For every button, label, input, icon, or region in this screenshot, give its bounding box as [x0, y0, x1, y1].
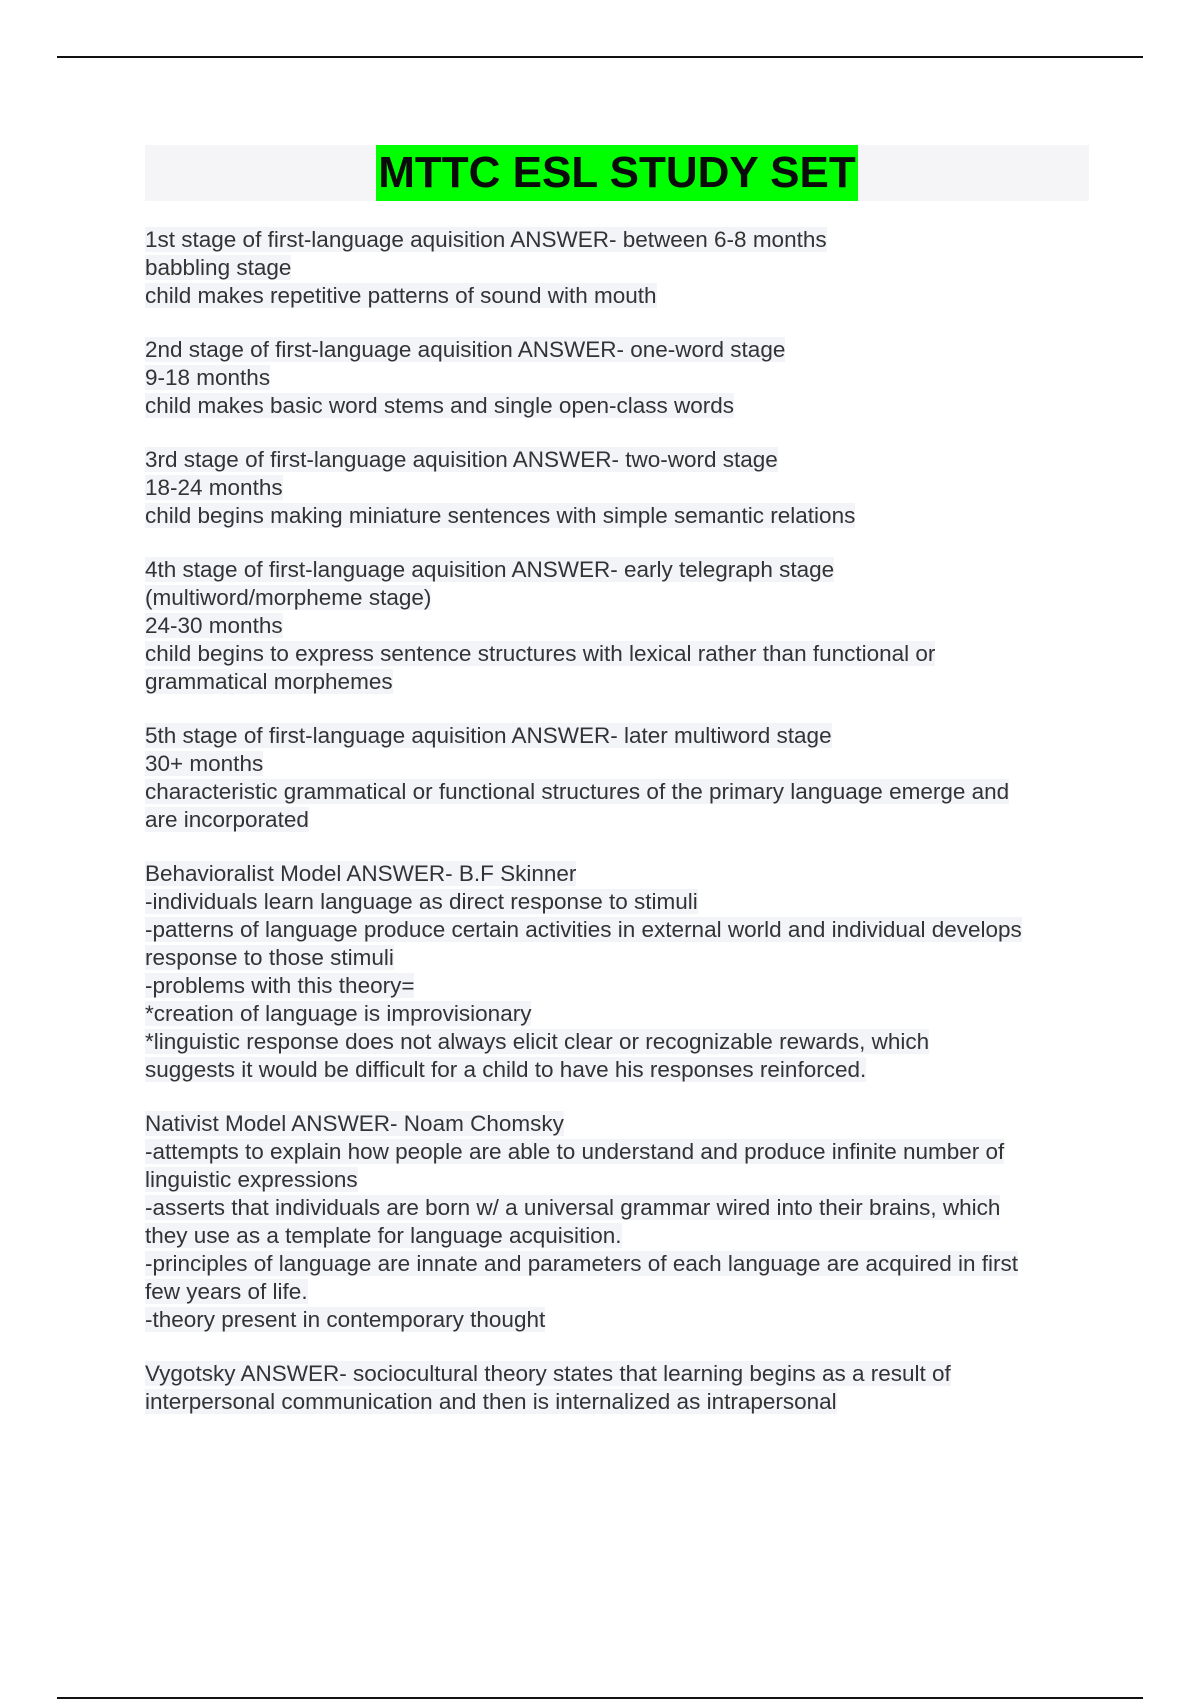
title-band [145, 145, 1089, 201]
entry-line: -patterns of language produce certain activities in external world and individual develops [145, 917, 1022, 942]
entry-line: -attempts to explain how people are able to understand and produce infinite number of [145, 1139, 1005, 1164]
entry-line: 4th stage of first-language aquisition ANSWER- early telegraph stage [145, 557, 835, 582]
entry-line: -theory present in contemporary thought [145, 1307, 546, 1332]
entry-line: -principles of language are innate and parameters of each language are acquired in first [145, 1251, 1019, 1276]
entry-line: suggests it would be difficult for a child to have his responses reinforced. [145, 1057, 867, 1082]
entry-line: Nativist Model ANSWER- Noam Chomsky [145, 1111, 564, 1136]
top-rule [57, 56, 1143, 58]
entry-line: 9-18 months [145, 365, 271, 390]
entry-line: babbling stage [145, 255, 292, 280]
entry-line: Behavioralist Model ANSWER- B.F Skinner [145, 861, 577, 886]
entry-line: *linguistic response does not always elicit clear or recognizable rewards, which [145, 1029, 930, 1054]
entry-line: -problems with this theory= [145, 973, 415, 998]
entry-line: they use as a template for language acquisition. [145, 1223, 622, 1248]
entry-line: 2nd stage of first-language aquisition ANSWER- one-word stage [145, 337, 786, 362]
entry-line: response to those stimuli [145, 945, 394, 970]
entry-stage-2 [145, 336, 1095, 420]
entry-line: 30+ months [145, 751, 264, 776]
entry-line: grammatical morphemes [145, 669, 393, 694]
entry-line: -individuals learn language as direct response to stimuli [145, 889, 698, 914]
entry-line: 3rd stage of first-language aquisition ANSWER- two-word stage [145, 447, 778, 472]
entry-line: characteristic grammatical or functional structures of the primary language emerge and [145, 779, 1010, 804]
entry-line: 24-30 months [145, 613, 283, 638]
study-set-content [145, 226, 1095, 1442]
entry-line: linguistic expressions [145, 1167, 358, 1192]
entry-line: 1st stage of first-language aquisition ANSWER- between 6-8 months [145, 227, 827, 252]
entry-line: (multiword/morpheme stage) [145, 585, 432, 610]
bottom-rule [57, 1697, 1143, 1699]
entry-line: are incorporated [145, 807, 309, 832]
entry-line: -asserts that individuals are born w/ a universal grammar wired into their brains, which [145, 1195, 1001, 1220]
entry-line: interpersonal communication and then is internalized as intrapersonal [145, 1389, 837, 1414]
entry-line: child begins making miniature sentences with simple semantic relations [145, 503, 856, 528]
entry-stage-3 [145, 446, 1095, 530]
document-title: MTTC ESL STUDY SET [376, 145, 858, 201]
entry-vygotsky [145, 1360, 1095, 1416]
entry-stage-4 [145, 556, 1095, 696]
entry-line: child begins to express sentence structures with lexical rather than functional or [145, 641, 936, 666]
entry-line: few years of life. [145, 1279, 308, 1304]
entry-line: child makes basic word stems and single open-class words [145, 393, 735, 418]
entry-line: child makes repetitive patterns of sound with mouth [145, 283, 657, 308]
entry-behavioralist-model [145, 860, 1095, 1084]
entry-line: 18-24 months [145, 475, 283, 500]
entry-line: 5th stage of first-language aquisition ANSWER- later multiword stage [145, 723, 832, 748]
entry-stage-1 [145, 226, 1095, 310]
entry-nativist-model [145, 1110, 1095, 1334]
entry-line: Vygotsky ANSWER- sociocultural theory states that learning begins as a result of [145, 1361, 951, 1386]
entry-stage-5 [145, 722, 1095, 834]
entry-line: *creation of language is improvisionary [145, 1001, 532, 1026]
